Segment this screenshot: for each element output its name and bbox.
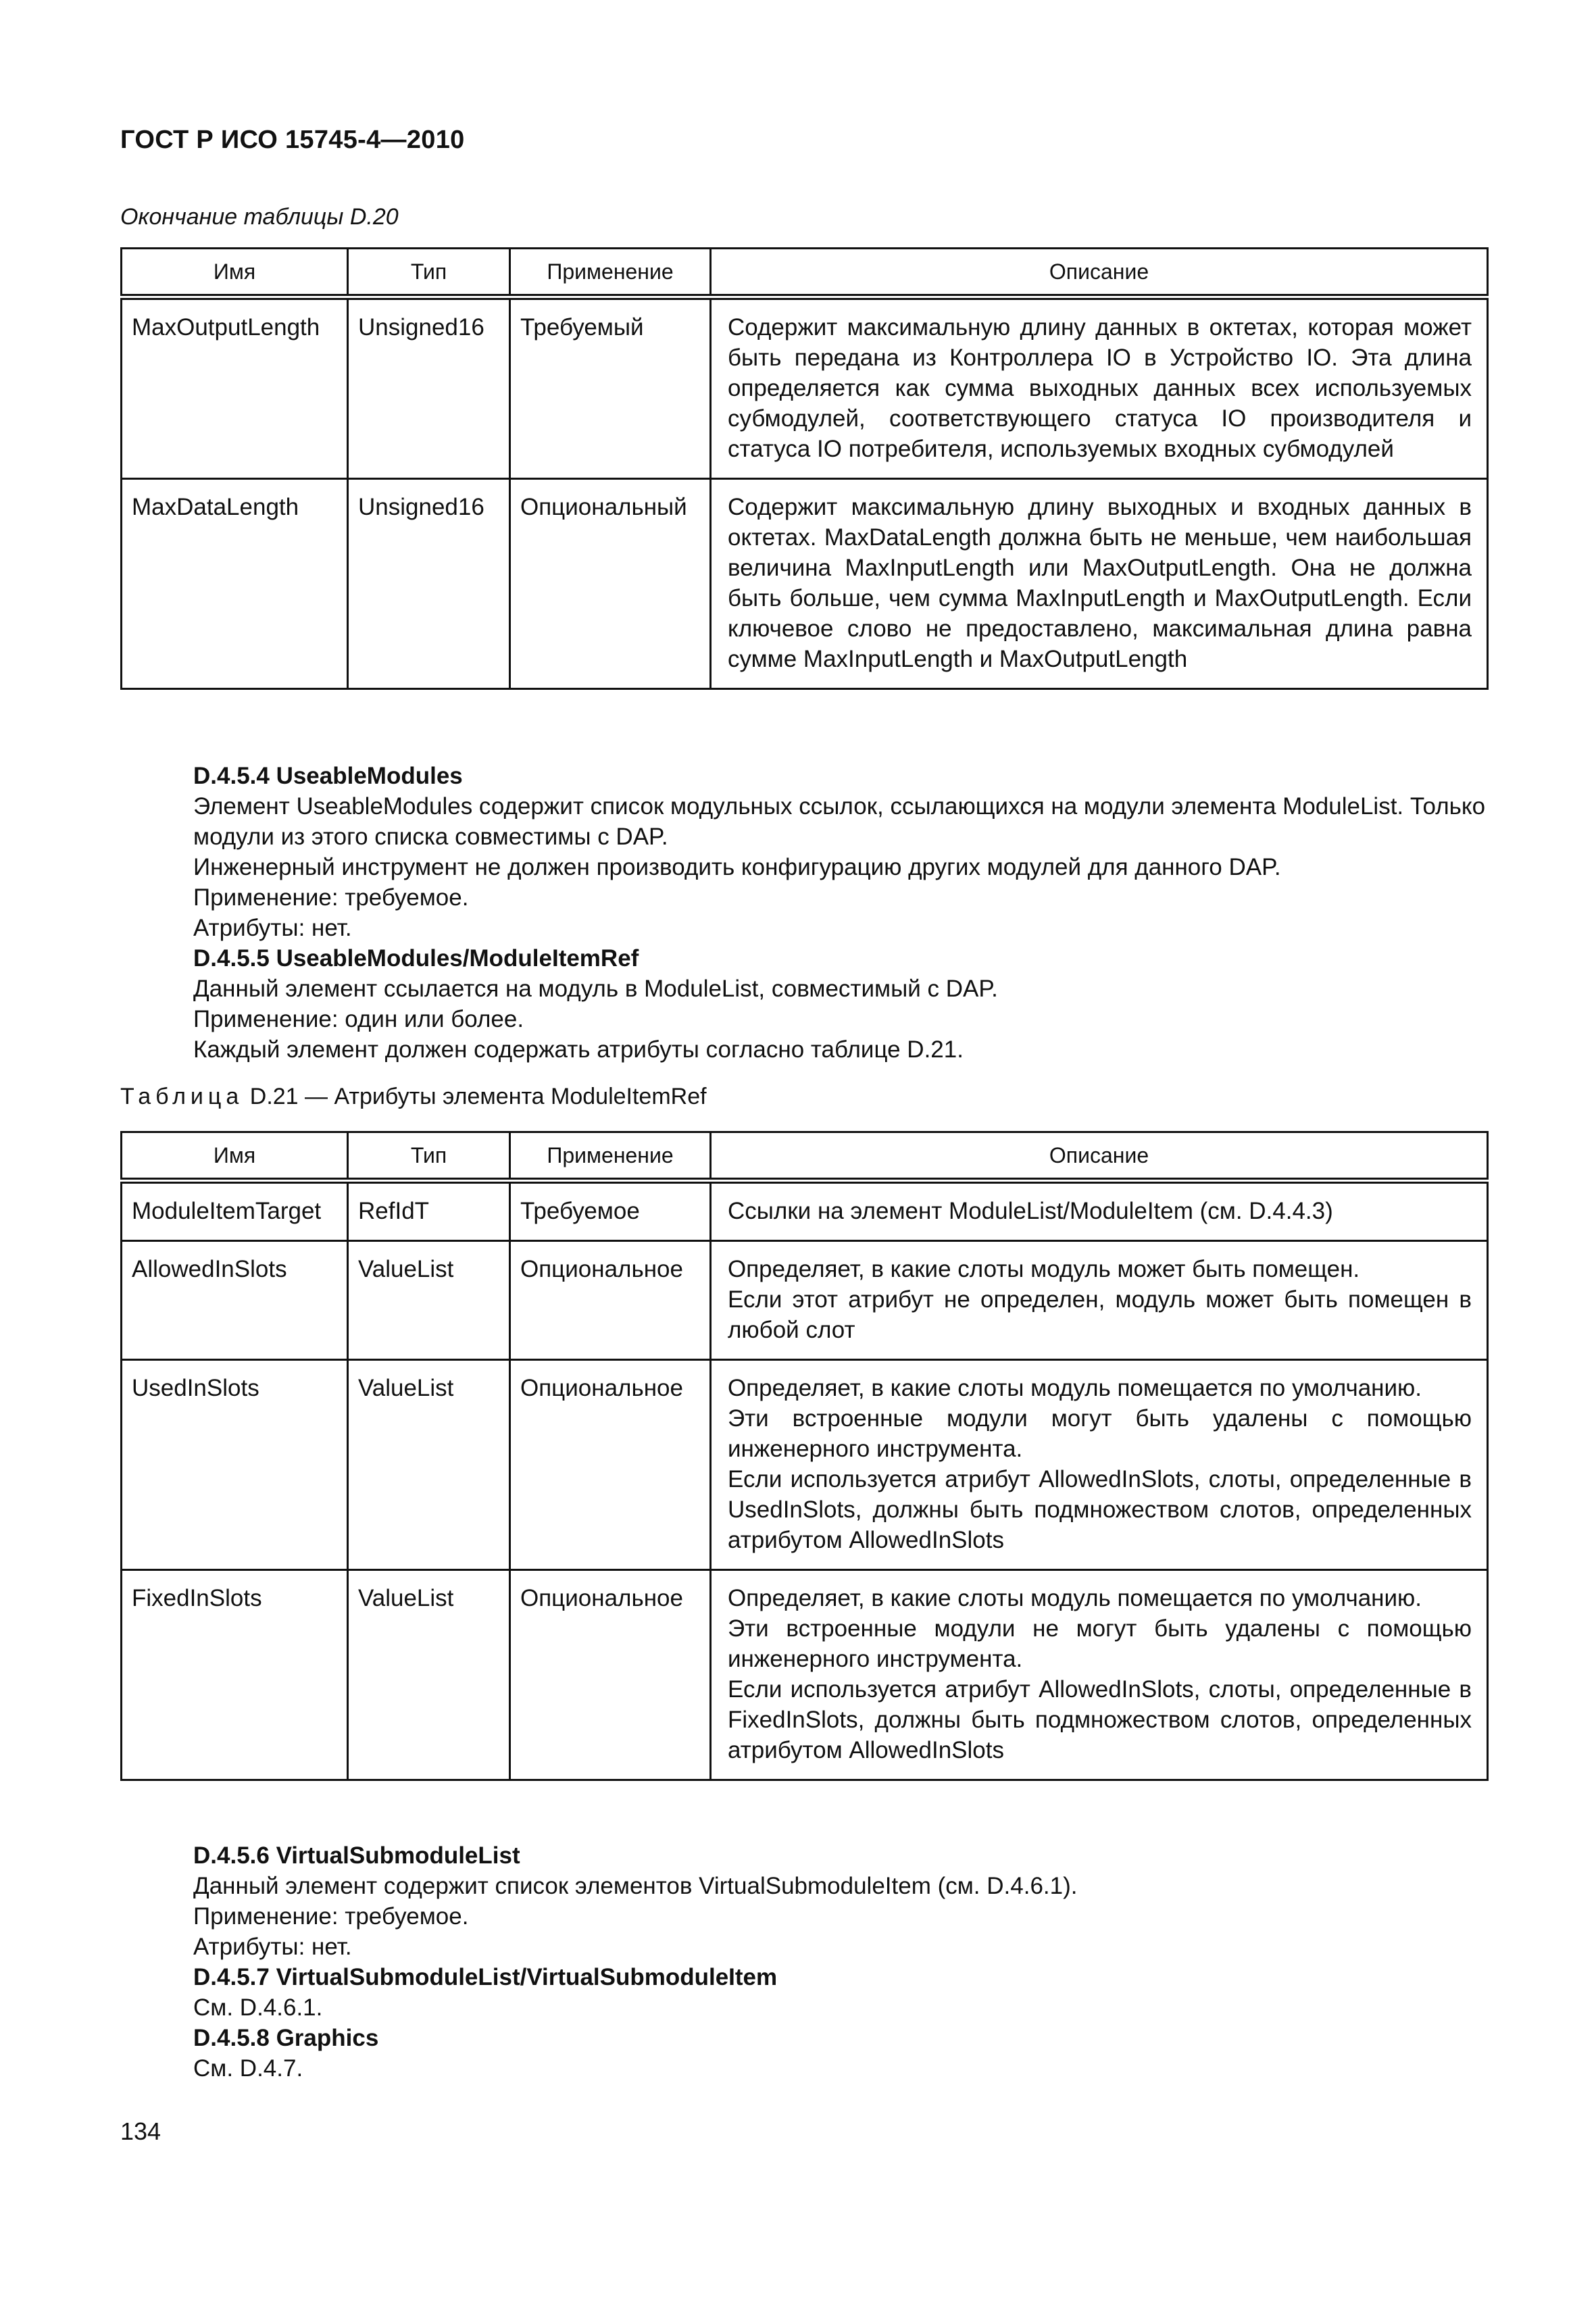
description-line: Эти встроенные модули могут быть удалены с помощью инженерного инструмента. xyxy=(728,1405,1472,1462)
paragraph: Данный элемент ссылается на модуль в ModuleList, совместимый с DAP. xyxy=(193,976,998,1002)
column-header-description: Описание xyxy=(711,249,1488,297)
sections-d454-d455 xyxy=(120,761,1487,1065)
column-header-description: Описание xyxy=(711,1132,1488,1181)
paragraph: Каждый элемент должен содержать атрибуты согласно таблице D.21. xyxy=(193,1036,964,1063)
paragraph: Применение: требуемое. xyxy=(193,884,469,911)
table-row xyxy=(122,1360,1488,1570)
column-header-type: Тип xyxy=(348,249,510,297)
column-header-name: Имя xyxy=(122,1132,348,1181)
table-row xyxy=(122,1241,1488,1360)
document-header: ГОСТ Р ИСО 15745-4—2010 xyxy=(120,126,465,154)
table-row xyxy=(122,1570,1488,1780)
section-heading: D.4.5.6 VirtualSubmoduleList xyxy=(193,1842,520,1869)
table-row xyxy=(122,1181,1488,1241)
paragraph: Атрибуты: нет. xyxy=(193,1934,352,1960)
cell-type: ValueList xyxy=(348,1360,510,1570)
cell-name: MaxDataLength xyxy=(122,479,348,689)
cell-name: AllowedInSlots xyxy=(122,1241,348,1360)
description-line: Эти встроенные модули не могут быть удалены с помощью инженерного инструмента. xyxy=(728,1615,1472,1672)
description-line: Если используется атрибут AllowedInSlots, слоты, определенные в FixedInSlots, должны быть подмножеством слотов, определенных атрибутом AllowedInSlots xyxy=(728,1676,1472,1763)
page-number: 134 xyxy=(120,2117,161,2145)
table-caption-prefix: Таблица xyxy=(120,1084,244,1109)
table-d21 xyxy=(120,1131,1489,1781)
table-d20-caption: Окончание таблицы D.20 xyxy=(120,204,399,230)
paragraph: См. D.4.7. xyxy=(193,2055,303,2082)
section-heading: D.4.5.5 UseableModules/ModuleItemRef xyxy=(193,945,639,972)
cell-description: Ссылки на элемент ModuleList/ModuleItem (см. D.4.4.3) xyxy=(711,1181,1488,1241)
cell-type: ValueList xyxy=(348,1570,510,1780)
sections-d456-d458 xyxy=(120,1840,1487,2084)
cell-type: Unsigned16 xyxy=(348,297,510,479)
cell-name: UsedInSlots xyxy=(122,1360,348,1570)
cell-name: FixedInSlots xyxy=(122,1570,348,1780)
paragraph: Применение: требуемое. xyxy=(193,1903,469,1930)
cell-usage: Опциональное xyxy=(510,1360,711,1570)
paragraph: См. D.4.6.1. xyxy=(193,1994,323,2021)
cell-usage: Опциональное xyxy=(510,1241,711,1360)
cell-usage: Требуемый xyxy=(510,297,711,479)
paragraph: Данный элемент содержит список элементов VirtualSubmoduleItem (см. D.4.6.1). xyxy=(193,1873,1078,1899)
section-heading: D.4.5.4 UseableModules xyxy=(193,763,463,789)
description-line: Определяет, в какие слоты модуль может быть помещен. xyxy=(728,1256,1360,1282)
description-line: Определяет, в какие слоты модуль помещается по умолчанию. xyxy=(728,1375,1422,1401)
cell-description xyxy=(711,1570,1488,1780)
table-d21-caption xyxy=(120,1084,707,1110)
table-caption-title: D.21 — Атрибуты элемента ModuleItemRef xyxy=(243,1084,707,1109)
cell-usage: Опциональное xyxy=(510,1570,711,1780)
column-header-name: Имя xyxy=(122,249,348,297)
cell-type: RefIdT xyxy=(348,1181,510,1241)
description-line: Определяет, в какие слоты модуль помещается по умолчанию. xyxy=(728,1585,1422,1611)
paragraph: Элемент UseableModules содержит список модульных ссылок, ссылающихся на модули элемента ModuleList. Только модули из этого списка совместимы с DAP. xyxy=(193,793,1486,850)
cell-name: MaxOutputLength xyxy=(122,297,348,479)
table-row xyxy=(122,297,1488,479)
cell-description: Содержит максимальную длину данных в октетах, которая может быть передана из Контроллера IO в Устройство IO. Эта длина определяется как сумма выходных данных всех используемых субмодулей, соответствующего статуса IO производителя и статуса IO потребителя, используемых входных субмодулей xyxy=(711,297,1488,479)
cell-description xyxy=(711,1360,1488,1570)
description-line: Если этот атрибут не определен, модуль может быть помещен в любой слот xyxy=(728,1286,1472,1343)
paragraph: Инженерный инструмент не должен производить конфигурацию других модулей для данного DAP. xyxy=(193,854,1281,880)
section-heading: D.4.5.8 Graphics xyxy=(193,2025,379,2051)
table-header-row xyxy=(122,1132,1488,1181)
cell-usage: Требуемое xyxy=(510,1181,711,1241)
paragraph: Атрибуты: нет. xyxy=(193,915,352,941)
table-d20 xyxy=(120,247,1489,690)
paragraph: Применение: один или более. xyxy=(193,1006,524,1032)
column-header-usage: Применение xyxy=(510,1132,711,1181)
column-header-type: Тип xyxy=(348,1132,510,1181)
cell-name: ModuleItemTarget xyxy=(122,1181,348,1241)
section-heading: D.4.5.7 VirtualSubmoduleList/VirtualSubmoduleItem xyxy=(193,1964,778,1990)
cell-usage: Опциональный xyxy=(510,479,711,689)
cell-description xyxy=(711,1241,1488,1360)
description-line: Если используется атрибут AllowedInSlots, слоты, определенные в UsedInSlots, должны быть подмножеством слотов, определенных атрибутом AllowedInSlots xyxy=(728,1466,1472,1553)
cell-type: Unsigned16 xyxy=(348,479,510,689)
cell-type: ValueList xyxy=(348,1241,510,1360)
table-header-row xyxy=(122,249,1488,297)
cell-description: Содержит максимальную длину выходных и входных данных в октетах. MaxDataLength должна быть не меньше, чем наибольшая величина MaxInputLength или MaxOutputLength. Она не должна быть больше, чем сумма MaxInputLength и MaxOutputLength. Если ключевое слово не предоставлено, максимальная длина равна сумме MaxInputLength и MaxOutputLength xyxy=(711,479,1488,689)
table-row xyxy=(122,479,1488,689)
column-header-usage: Применение xyxy=(510,249,711,297)
